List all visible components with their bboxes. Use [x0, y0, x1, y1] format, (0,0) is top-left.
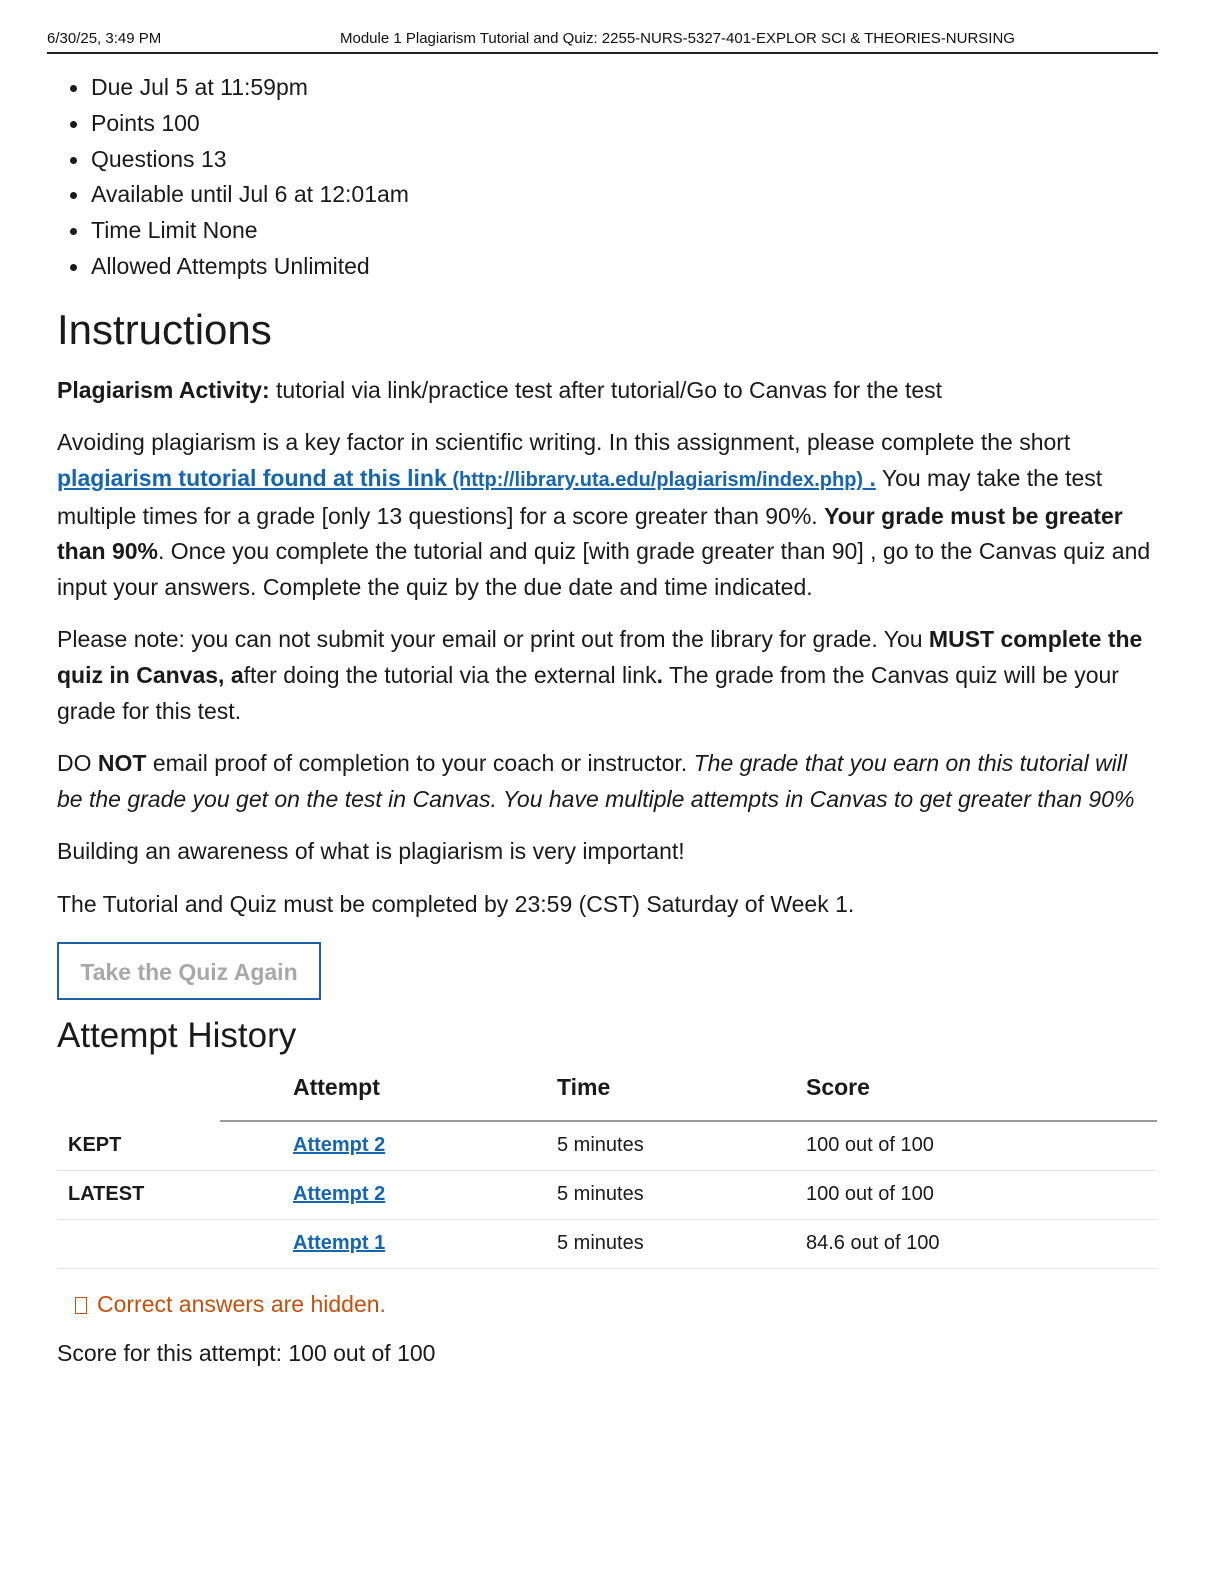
time-column-header: Time: [557, 1074, 806, 1121]
due-date-item: Due Jul 5 at 11:59pm: [57, 70, 1157, 106]
row-spacer: [220, 1121, 293, 1171]
assignment-middle: You may take the test multiple times for a grade [only 13 questions] for a score greater than 90%.: [57, 464, 1103, 529]
do-not-emphasis: NOT: [97, 750, 147, 777]
note-rest: The grade from the Canvas quiz will be your grade for this test.: [57, 661, 1119, 724]
correct-answers-notice: [75, 1291, 1157, 1318]
info-box-icon: [75, 1297, 87, 1314]
available-until-item: Available until Jul 6 at 12:01am: [57, 177, 1157, 213]
score-column-header: Score: [806, 1074, 1157, 1121]
note-dot: .: [656, 661, 663, 688]
note-middle: fter doing the tutorial via the external link: [243, 661, 657, 688]
attempt-link[interactable]: Attempt 1: [293, 1232, 386, 1254]
attempt-column-header: Attempt: [293, 1074, 557, 1121]
attempt-status: LATEST: [57, 1170, 220, 1219]
row-spacer: [220, 1170, 293, 1219]
activity-paragraph: [57, 373, 1157, 409]
attempt-score: 100 out of 100: [806, 1170, 1157, 1219]
do-not-email-paragraph: [57, 746, 1157, 817]
assignment-intro: Avoiding plagiarism is a key factor in scientific writing. In this assignment, please complete the short: [57, 429, 1071, 456]
attempt-link[interactable]: Attempt 2: [293, 1134, 386, 1156]
activity-text: tutorial via link/practice test after tutorial/Go to Canvas for the test: [269, 376, 943, 403]
attempt-score: 84.6 out of 100: [806, 1219, 1157, 1268]
instructions-heading: Instructions: [57, 305, 272, 353]
attempt-status: [57, 1219, 220, 1268]
plagiarism-tutorial-link[interactable]: [57, 465, 876, 491]
questions-item: Questions 13: [57, 142, 1157, 178]
quiz-content: [57, 70, 1157, 1367]
table-row: [57, 1121, 1157, 1171]
tutorial-link-text: plagiarism tutorial found at this link: [57, 464, 447, 491]
points-item: Points 100: [57, 106, 1157, 142]
table-row: [57, 1219, 1157, 1268]
assignment-rest: . Once you complete the tutorial and quiz [with grade greater than 90] , go to the Canvas quiz and input your answers. Complete the quiz by the due date and time indicated.: [57, 538, 1151, 600]
grade-requirement: Your grade must be greater than 90%: [57, 502, 1123, 565]
allowed-attempts-item: Allowed Attempts Unlimited: [57, 249, 1157, 285]
table-row: [57, 1170, 1157, 1219]
do-not-pre: DO: [57, 750, 98, 777]
attempt-time: 5 minutes: [557, 1121, 806, 1171]
print-page-title: Module 1 Plagiarism Tutorial and Quiz: 2255-NURS-5327-401-EXPLOR SCI & THEORIES-NURSING: [340, 30, 1015, 47]
note-must-complete: MUST complete the quiz in Canvas, a: [57, 626, 1143, 688]
note-paragraph: [57, 622, 1157, 729]
attempt-time: 5 minutes: [557, 1219, 806, 1268]
notice-text: Correct answers are hidden.: [97, 1290, 386, 1317]
time-limit-item: Time Limit None: [57, 213, 1157, 249]
attempt-history-heading: Attempt History: [57, 1015, 297, 1055]
quiz-details-list: [57, 70, 1157, 285]
do-not-italic: The grade that you earn on this tutorial will be the grade you get on the test in Canvas. You have multiple attempts in Canvas to get greater than 90%: [57, 750, 1135, 812]
row-spacer: [220, 1219, 293, 1268]
print-header: [47, 30, 1158, 54]
tutorial-link-after: .: [863, 464, 876, 491]
attempt-history-table: [57, 1074, 1157, 1269]
attempt-score-summary: Score for this attempt: 100 out of 100: [57, 1339, 436, 1366]
table-header-row: [57, 1074, 1157, 1121]
header-spacer: [220, 1074, 293, 1121]
activity-label: Plagiarism Activity:: [57, 376, 270, 403]
do-not-middle: email proof of completion to your coach or instructor.: [146, 750, 694, 777]
tutorial-link-url: (http://library.uta.edu/plagiarism/index.php): [446, 468, 864, 491]
attempt-cell: [293, 1121, 557, 1171]
note-intro: Please note: you can not submit your email or print out from the library for grade. You: [57, 626, 929, 653]
attempt-cell: [293, 1219, 557, 1268]
attempt-status: KEPT: [57, 1121, 220, 1171]
attempt-cell: [293, 1170, 557, 1219]
attempt-link[interactable]: Attempt 2: [293, 1183, 386, 1205]
print-date: 6/30/25, 3:49 PM: [47, 30, 162, 47]
awareness-paragraph: Building an awareness of what is plagiarism is very important!: [57, 838, 685, 865]
instructions-body: [57, 373, 1157, 923]
deadline-paragraph: The Tutorial and Quiz must be completed by 23:59 (CST) Saturday of Week 1.: [57, 890, 855, 917]
attempt-score: 100 out of 100: [806, 1121, 1157, 1171]
status-column-header: [57, 1074, 220, 1121]
attempt-time: 5 minutes: [557, 1170, 806, 1219]
assignment-paragraph: [57, 425, 1157, 605]
take-quiz-again-button[interactable]: Take the Quiz Again: [57, 942, 321, 1000]
